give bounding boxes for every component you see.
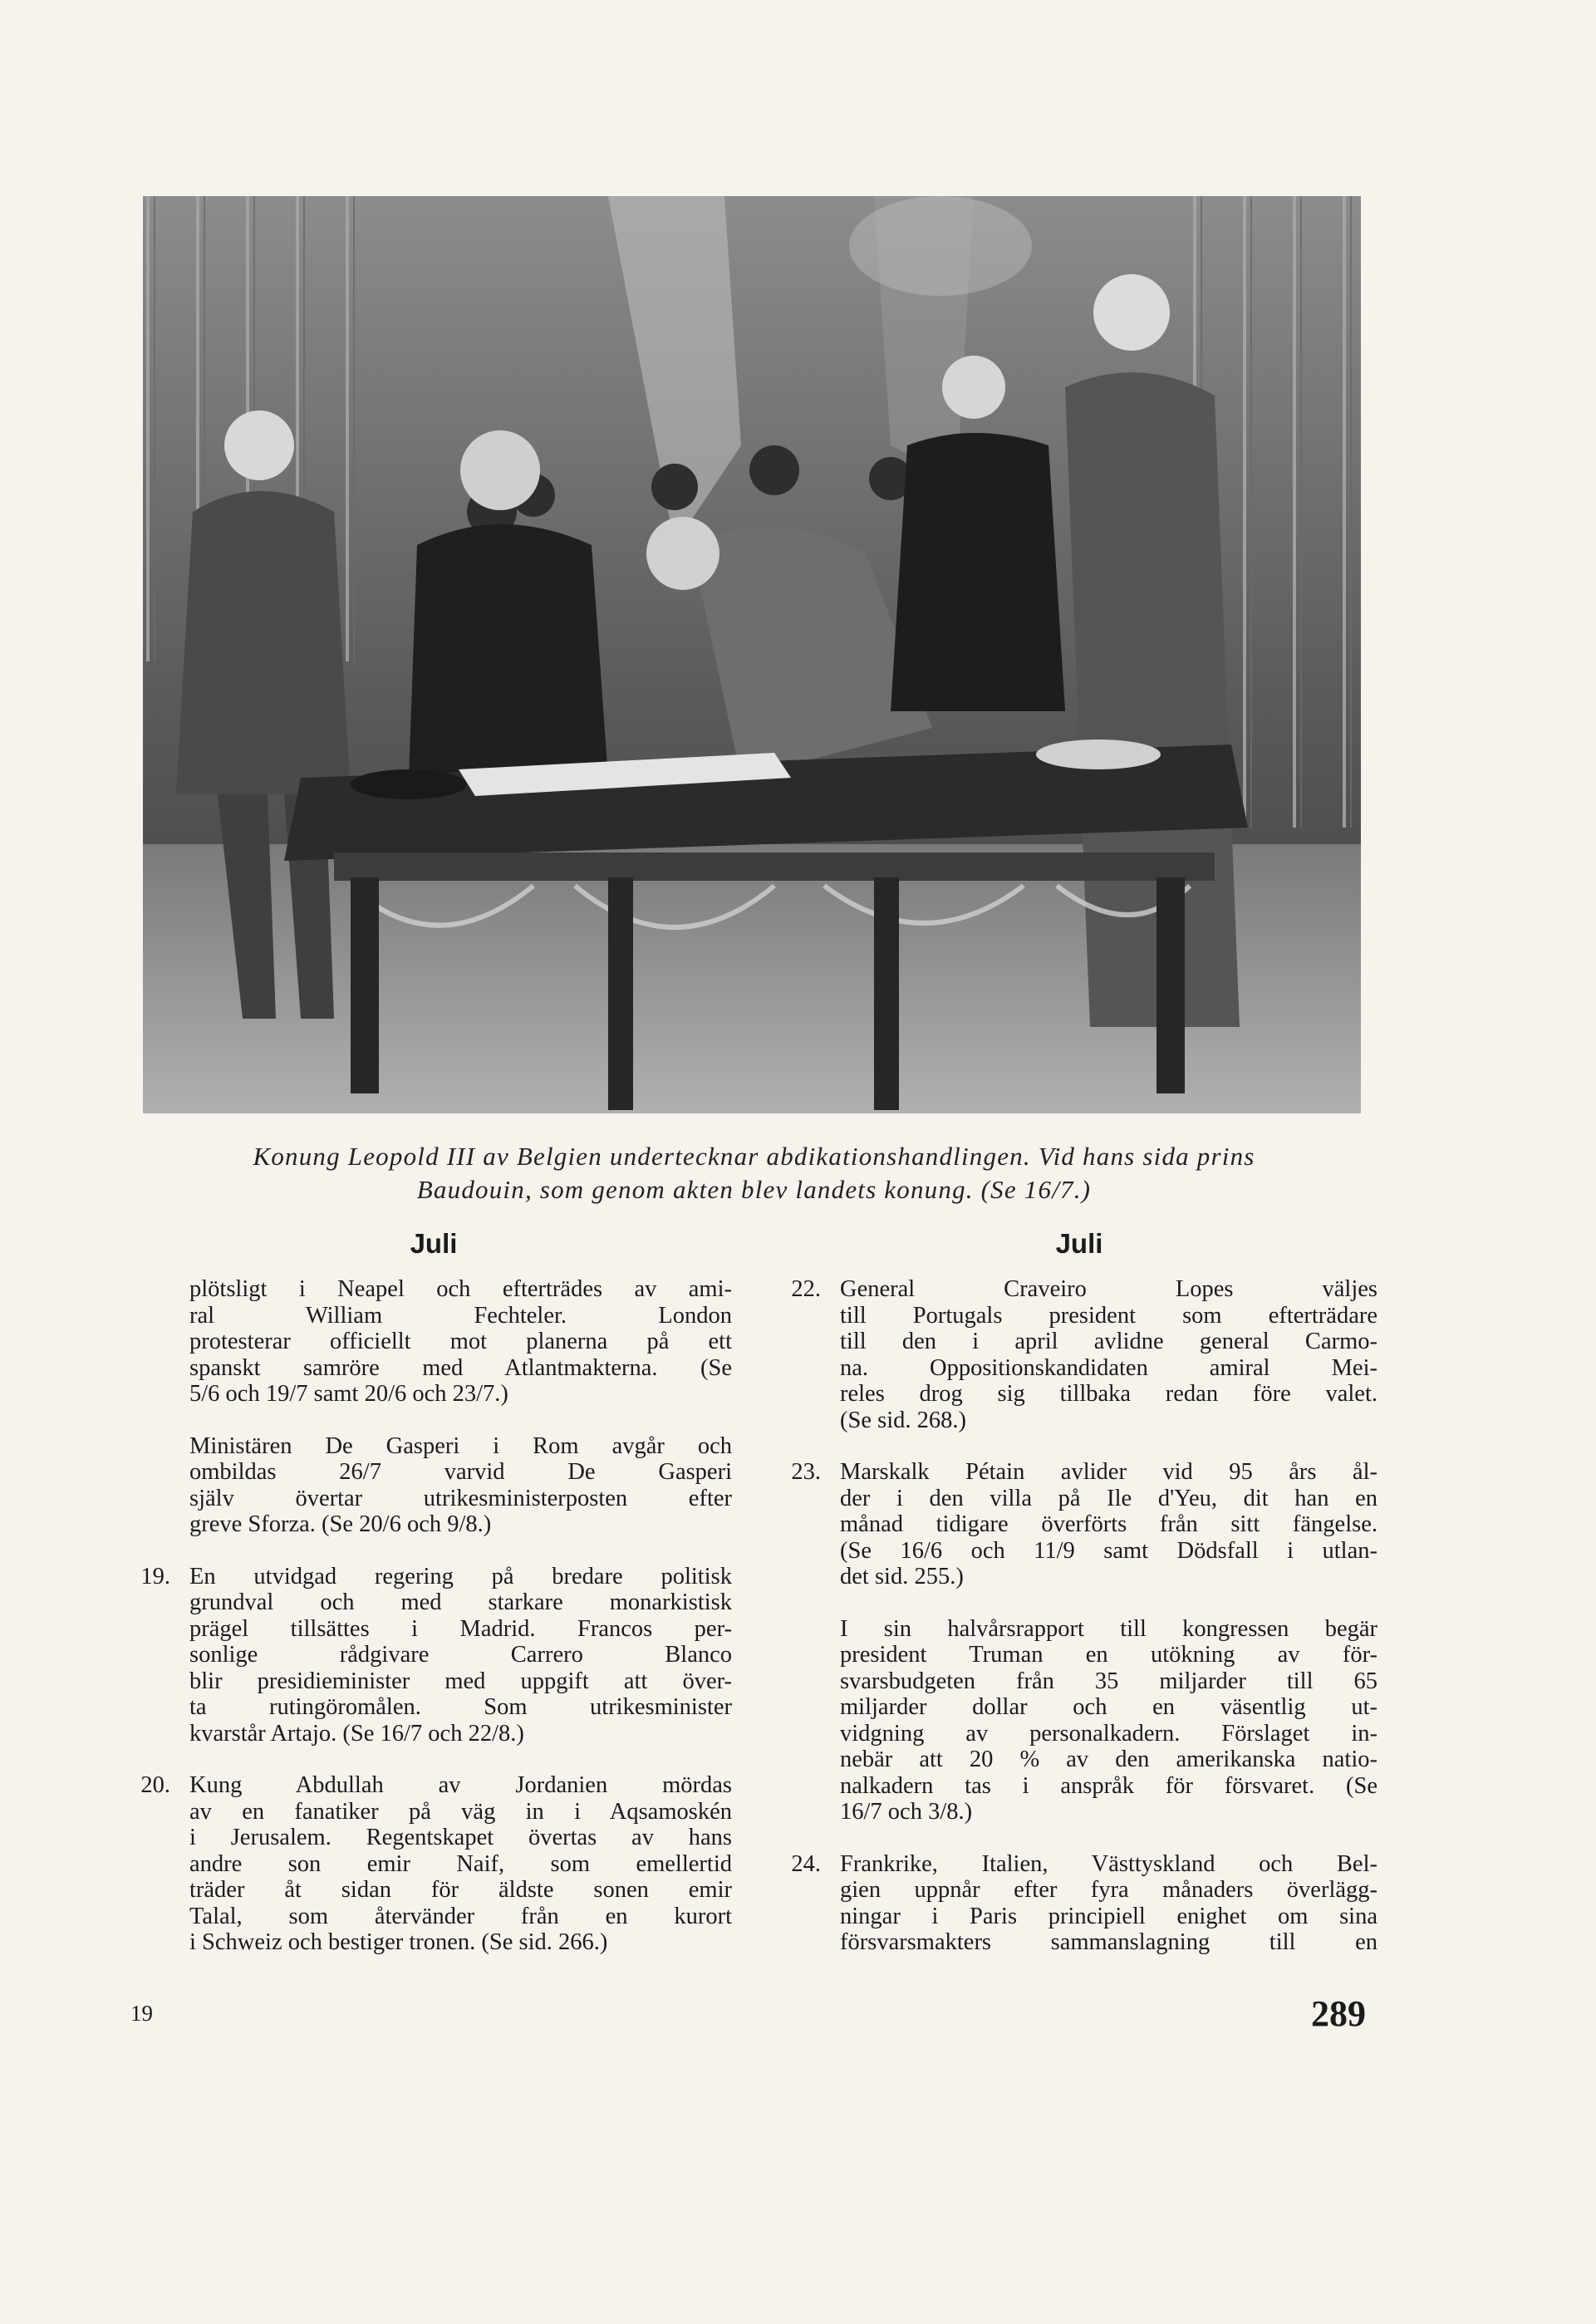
entry-line: ta rutingöromålen. Som utrikesminister [189,1694,732,1720]
entry-line: greve Sforza. (Se 20/6 och 9/8.) [189,1511,492,1537]
signature-mark: 19 [130,2001,153,2026]
chronicle-entry [120,1564,732,1747]
caption-line-1: Konung Leopold III av Belgien undertecknar abdikationshandlingen. Vid hans sida prins [253,1142,1255,1171]
entry-line: grundval och med starkare monarkistisk [189,1589,732,1615]
left-column-heading: Juli [410,1228,458,1259]
entry-line: I sin halvårsrapport till kongressen begär [840,1615,1377,1642]
entry-line: Talal, som återvänder från en kurort [189,1903,732,1929]
entry-line: 16/7 och 3/8.) [840,1799,973,1825]
entry-line: Kung Abdullah av Jordanien mördas [189,1772,732,1798]
entry-line: (Se sid. 268.) [840,1407,966,1433]
entry-line: svarsbudgeten från 35 miljarder till 65 [840,1668,1377,1694]
entry-date: 24. [791,1850,821,1877]
entry-line: det sid. 255.) [840,1564,964,1589]
entry-line: plötsligt i Neapel och efterträdes av ami- [189,1276,732,1302]
entry-line: president Truman en utökning av för- [840,1642,1377,1668]
entry-line: miljarder dollar och en väsentlig ut- [840,1694,1377,1720]
chronicle-entry [120,1772,732,1956]
entry-line: träder åt sidan för äldste sonen emir [189,1877,732,1903]
entry-line: der i den villa på Ile d'Yeu, dit han en [840,1485,1377,1511]
entry-line: na. Oppositionskandidaten amiral Mei- [840,1354,1377,1381]
entry-line: Marskalk Pétain avlider vid 95 års ål- [840,1459,1377,1485]
entry-line: Ministären De Gasperi i Rom avgår och [189,1432,732,1459]
right-column [771,1276,1377,1982]
entry-line: Frankrike, Italien, Västtyskland och Bel- [840,1850,1377,1877]
entry-date: 22. [791,1276,821,1302]
entry-date: 20. [140,1772,170,1798]
entry-line: kvarstår Artajo. (Se 16/7 och 22/8.) [189,1720,524,1747]
chronicle-entry [771,1616,1377,1825]
entry-date: 19. [140,1563,170,1589]
entry-line: prägel tillsättes i Madrid. Francos per- [189,1615,732,1642]
entry-line: blir presidieminister med uppgift att över- [189,1668,732,1694]
abdication-photograph [143,196,1361,1113]
photo-caption [125,1140,1383,1206]
left-column [120,1276,732,1982]
entry-line: En utvidgad regering på bredare politisk [189,1563,732,1589]
photograph-illustration [143,196,1361,1113]
entry-line: av en fanatiker på väg in i Aqsamoskén [189,1798,732,1825]
entry-line: i Jerusalem. Regentskapet övertas av hans [189,1825,732,1850]
entry-line: gien uppnår efter fyra månaders överlägg- [840,1877,1377,1903]
entry-line: ombildas 26/7 varvid De Gasperi [189,1459,732,1485]
entry-date: 23. [791,1459,821,1485]
entry-line: reles drog sig tillbaka redan före valet. [840,1381,1377,1407]
entry-line: andre son emir Naif, som emellertid [189,1850,732,1877]
entry-line: 5/6 och 19/7 samt 20/6 och 23/7.) [189,1381,508,1407]
caption-line-2: Baudouin, som genom akten blev landets konung. (Se 16/7.) [416,1175,1092,1204]
entry-line: spanskt samröre med Atlantmakterna. (Se [189,1354,732,1381]
chronicle-entry [771,1459,1377,1590]
entry-line: försvarsmakters sammanslagning till en [840,1929,1377,1955]
entry-line: ningar i Paris principiell enighet om sina [840,1903,1377,1929]
chronicle-entry [771,1851,1377,1956]
entry-line: nalkadern tas i anspråk för försvaret. (Se [840,1772,1377,1799]
entry-line: nebär att 20 % av den amerikanska natio- [840,1747,1377,1772]
entry-line: till Portugals president som efterträdare [840,1302,1377,1329]
entry-line: vidgning av personalkadern. Förslaget in- [840,1720,1377,1747]
entry-line: ral William Fechteler. London [189,1302,732,1329]
entry-line: (Se 16/6 och 11/9 samt Dödsfall i utlan- [840,1537,1377,1564]
chronicle-entry [120,1276,732,1408]
entry-line: till den i april avlidne general Carmo- [840,1329,1377,1354]
entry-line: i Schweiz och bestiger tronen. (Se sid. 266.) [189,1929,608,1955]
entry-line: protesterar officiellt mot planerna på ett [189,1329,732,1354]
chronicle-entry [771,1276,1377,1433]
entry-line: själv övertar utrikesministerposten efter [189,1485,732,1511]
entry-line: sonlige rådgivare Carrero Blanco [189,1642,732,1668]
right-column-heading: Juli [1055,1228,1103,1259]
entry-line: månad tidigare överförts från sitt fängelse. [840,1511,1377,1537]
entry-line: General Craveiro Lopes väljes [840,1276,1377,1302]
page-number: 289 [1311,1993,1366,2034]
chronicle-entry [120,1433,732,1538]
